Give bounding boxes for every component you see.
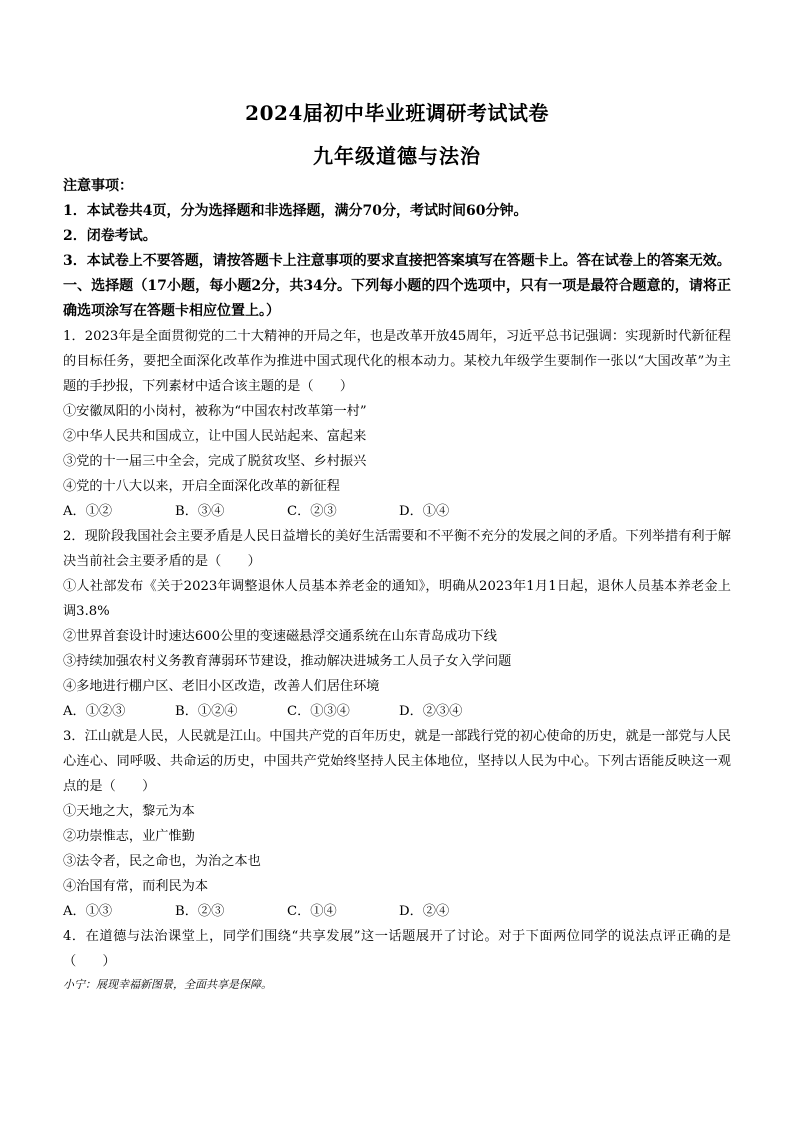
option-b: B．①②④ — [175, 704, 238, 719]
option-d: D．②③④ — [399, 704, 463, 719]
question-item: ④治国有常，而利民为本 — [63, 879, 209, 894]
question-stem: 4．在道德与法治课堂上，同学们围绕“共享发展”这一话题展开了讨论。对于下面两位同学的说法点评正确的是（ ） — [63, 929, 731, 969]
question-item: ③法令者，民之命也，为治之本也 — [63, 854, 261, 869]
question-item: ②世界首套设计时速达600公里的变速磁悬浮交通系统在山东青岛成功下线 — [63, 629, 497, 644]
option-d: D．①④ — [399, 504, 450, 519]
exam-subtitle: 九年级道德与法治 — [313, 144, 481, 168]
exam-title: 2024届初中毕业班调研考试试卷 — [245, 101, 549, 125]
notice-item: 2．闭卷考试。 — [63, 228, 157, 244]
question-item: ③党的十一届三中全会，完成了脱贫攻坚、乡村振兴 — [63, 454, 367, 469]
question-item: ①人社部发布《关于2023年调整退休人员基本养老金的通知》，明确从2023年1月1日起，退休人员基本养老金上调3.8% — [63, 579, 731, 619]
option-b: B．②③ — [175, 904, 225, 919]
question-item: ④多地进行棚户区、老旧小区改造，改善人们居住环境 — [63, 679, 380, 694]
answer-options — [63, 699, 731, 724]
question-stem: 3．江山就是人民，人民就是江山。中国共产党的百年历史，就是一部践行党的初心使命的历史，就是一部党与人民心连心、同呼吸、共命运的历史，中国共产党始终坚持人民主体地位，坚持以人民为中心。下列古语能反映这一观点的是（ ） — [63, 729, 731, 794]
option-a: A．①② — [63, 504, 113, 519]
question-item: ②中华人民共和国成立，让中国人民站起来、富起来 — [63, 429, 367, 444]
question-stem: 1．2023年是全面贯彻党的二十大精神的开局之年，也是改革开放45周年，习近平总书记强调：实现新时代新征程的目标任务，要把全面深化改革作为推进中国式现代化的根本动力。某校九年级学生要制作一张以“大国改革”为主题的手抄报，下列素材中适合该主题的是（ ） — [63, 329, 731, 394]
option-c: C．②③ — [287, 504, 337, 519]
notice-heading: 注意事项： — [63, 178, 133, 194]
option-c: C．①③④ — [287, 704, 350, 719]
option-c: C．①④ — [287, 904, 337, 919]
question-item: ①安徽凤阳的小岗村，被称为“中国农村改革第一村” — [63, 404, 367, 419]
question-item: ①天地之大，黎元为本 — [63, 804, 195, 819]
option-b: B．③④ — [175, 504, 225, 519]
student-quote: 小宁：展现幸福新图景，全面共享是保障。 — [63, 978, 272, 991]
exam-content — [63, 174, 731, 994]
option-a: A．①③ — [63, 904, 113, 919]
option-d: D．②④ — [399, 904, 450, 919]
question-item: ③持续加强农村义务教育薄弱环节建设，推动解决进城务工人员子女入学问题 — [63, 654, 512, 669]
option-a: A．①②③ — [63, 704, 126, 719]
question-stem: 2．现阶段我国社会主要矛盾是人民日益增长的美好生活需要和不平衡不充分的发展之间的矛盾。下列举措有利于解决当前社会主要矛盾的是（ ） — [63, 529, 731, 569]
notice-item: 1．本试卷共4页，分为选择题和非选择题，满分70分，考试时间60分钟。 — [63, 203, 528, 219]
question-item: ④党的十八大以来，开启全面深化改革的新征程 — [63, 479, 340, 494]
answer-options — [63, 899, 731, 924]
notice-item: 3．本试卷上不要答题，请按答题卡上注意事项的要求直接把答案填写在答题卡上。答在试卷上的答案无效。 — [63, 253, 731, 269]
answer-options — [63, 499, 731, 524]
question-item: ②功崇惟志，业广惟勤 — [63, 829, 195, 844]
section-heading: 一、选择题（17小题，每小题2分，共34分。下列每小题的四个选项中，只有一项是最符合题意的，请将正确选项涂写在答题卡相应位置上。） — [63, 278, 731, 319]
